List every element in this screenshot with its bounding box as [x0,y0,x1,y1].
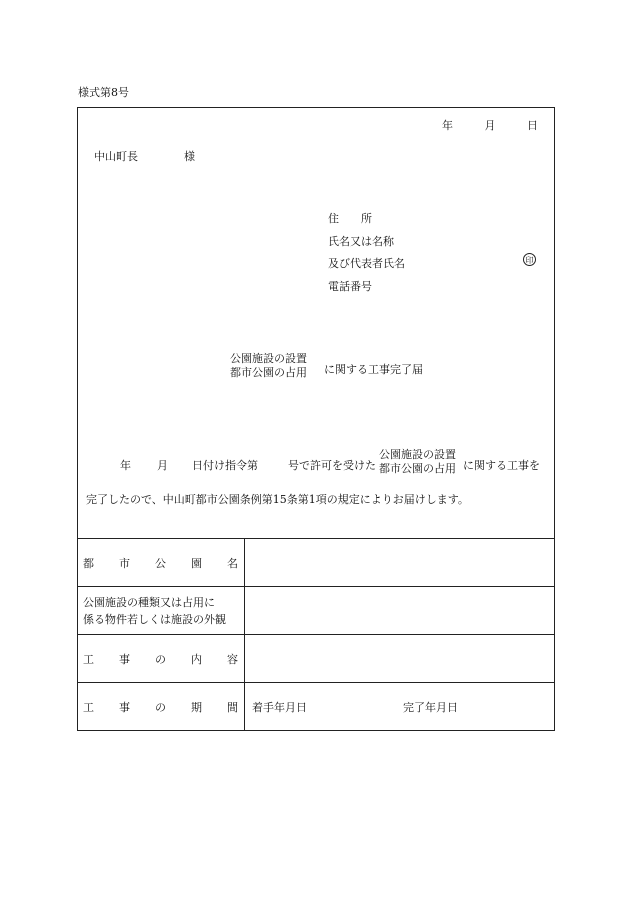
start-date-label[interactable]: 着手年月日 [252,700,307,714]
addressee-honorific: 様 [184,150,195,163]
body-year: 年 [120,459,131,472]
form-number: 様式第8号 [78,86,129,99]
table-row-facility [77,586,555,634]
park-name-label: 都 市 公 園 名 [77,539,245,586]
applicant-phone-label: 電話番号 [328,279,372,293]
table-row-period [77,682,555,730]
work-content-label: 工 事 の 内 容 [77,635,245,682]
body-month: 月 [157,459,168,472]
body-after: に関する工事を [463,459,540,472]
facility-label-line2: 係る物件若しくは施設の外観 [83,612,226,626]
body-option-occupancy: 都市公園の占用 [379,462,456,475]
date-year: 年 [442,119,453,132]
title-option-installation: 公園施設の設置 [230,352,307,365]
title-option-occupancy: 都市公園の占用 [230,366,307,379]
end-date-label[interactable]: 完了年月日 [403,700,458,714]
work-period-value [252,683,458,730]
body-permit-number: 号で許可を受けた [288,459,376,472]
title-options [230,352,307,380]
table-row-content [77,634,555,682]
seal-mark: 印 [523,253,536,266]
applicant-representative-label: 及び代表者氏名 [328,257,405,270]
body-line-2: 完了したので、中山町都市公園条例第15条第1項の規定によりお届けします。 [86,493,469,506]
body-option-installation: 公園施設の設置 [379,448,456,461]
date-day: 日 [527,119,538,132]
table-row-park-name [77,538,555,586]
date-row [414,117,538,133]
applicant-block [328,208,405,298]
body-options [379,448,456,476]
addressee-name: 中山町長 [94,150,138,163]
applicant-address-label: 住 所 [328,212,372,225]
body-permit-date: 日付け指令第 [192,459,258,472]
details-table [77,538,555,730]
facility-label-line1: 公園施設の種類又は占用に [83,595,215,609]
work-period-label: 工 事 の 期 間 [77,683,245,730]
applicant-name-label: 氏名又は名称 [328,234,394,248]
form-frame [77,107,555,731]
addressee [94,148,195,164]
date-month: 月 [484,119,496,132]
document-title: に関する工事完了届 [324,363,423,376]
facility-label [77,587,245,634]
